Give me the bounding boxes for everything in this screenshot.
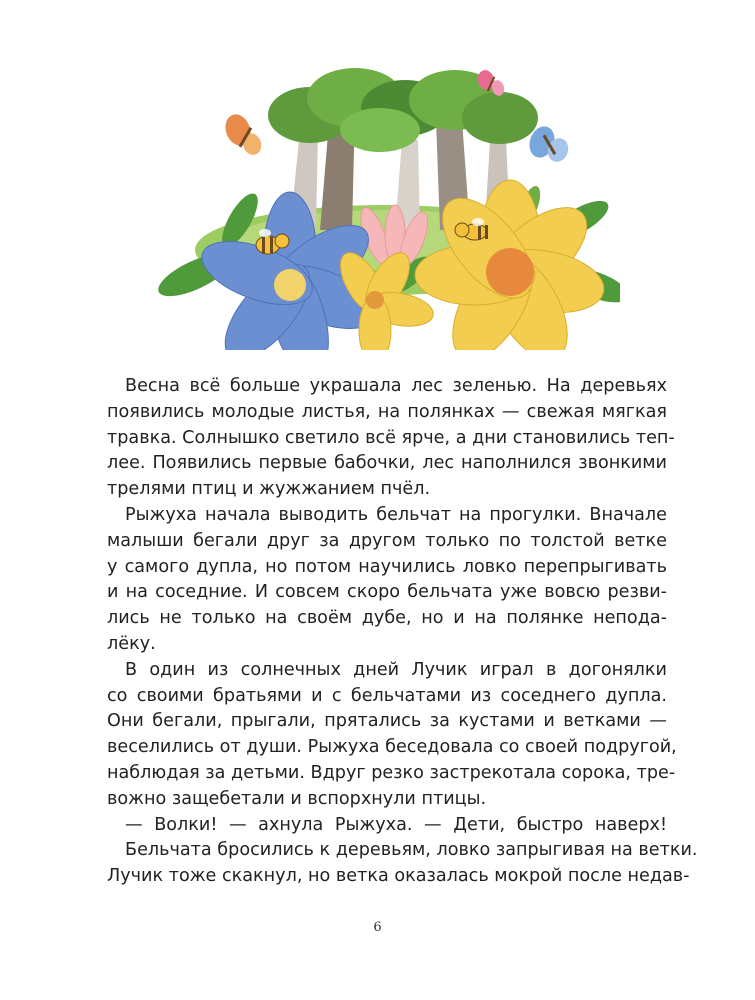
text-line: со своими братьями и с бельчатами из соседнего дупла. bbox=[107, 685, 667, 706]
text-line: — Волки! — ахнула Рыжуха. — Дети, быстро наверх! bbox=[125, 814, 667, 835]
text-line: Бельчата бросились к деревьям, ловко запрыгивая на ветки. bbox=[125, 840, 698, 861]
text-line: лее. Появились первые бабочки, лес наполнился звонкими bbox=[107, 453, 667, 474]
story-text bbox=[107, 374, 698, 890]
text-line: малыши бегали друг за другом только по толстой ветке bbox=[107, 530, 667, 551]
text-line: Лучик тоже скакнул, но ветка оказалась мокрой после недав- bbox=[107, 866, 690, 887]
text-line: вожно защебетали и вспорхнули птицы. bbox=[107, 788, 487, 809]
text-line: Они бегали, прыгали, прятались за кустами и ветками — bbox=[107, 711, 667, 732]
text-line: наблюдая за детьми. Вдруг резко застрекотала сорока, тре- bbox=[107, 762, 676, 783]
text-line: лёку. bbox=[107, 633, 156, 654]
text-line: лись не только на своём дубе, но и на полянке непода- bbox=[107, 608, 667, 629]
text-line: появились молодые листья, на полянках — свежая мягкая bbox=[107, 401, 667, 422]
text-line: веселились от души. Рыжуха беседовала со своей подругой, bbox=[107, 737, 677, 758]
text-line: травка. Солнышко светило всё ярче, а дни становились теп- bbox=[107, 427, 675, 448]
text-line: Рыжуха начала выводить бельчат на прогулки. Вначале bbox=[125, 504, 667, 525]
text-line: и на соседние. И совсем скоро бельчата уже вовсю резви- bbox=[107, 582, 667, 603]
text-line: В один из солнечных дней Лучик играл в догонялки bbox=[125, 659, 667, 680]
text-line: Весна всё больше украшала лес зеленью. На деревьях bbox=[125, 376, 667, 396]
butterfly-orange-icon bbox=[221, 111, 264, 158]
text-line: трелями птиц и жужжанием пчёл. bbox=[107, 479, 431, 500]
page-number: 6 bbox=[373, 920, 382, 935]
text-line: у самого дупла, но потом научились ловко перепрыгивать bbox=[107, 556, 667, 577]
spring-forest-illustration-icon bbox=[140, 60, 620, 350]
